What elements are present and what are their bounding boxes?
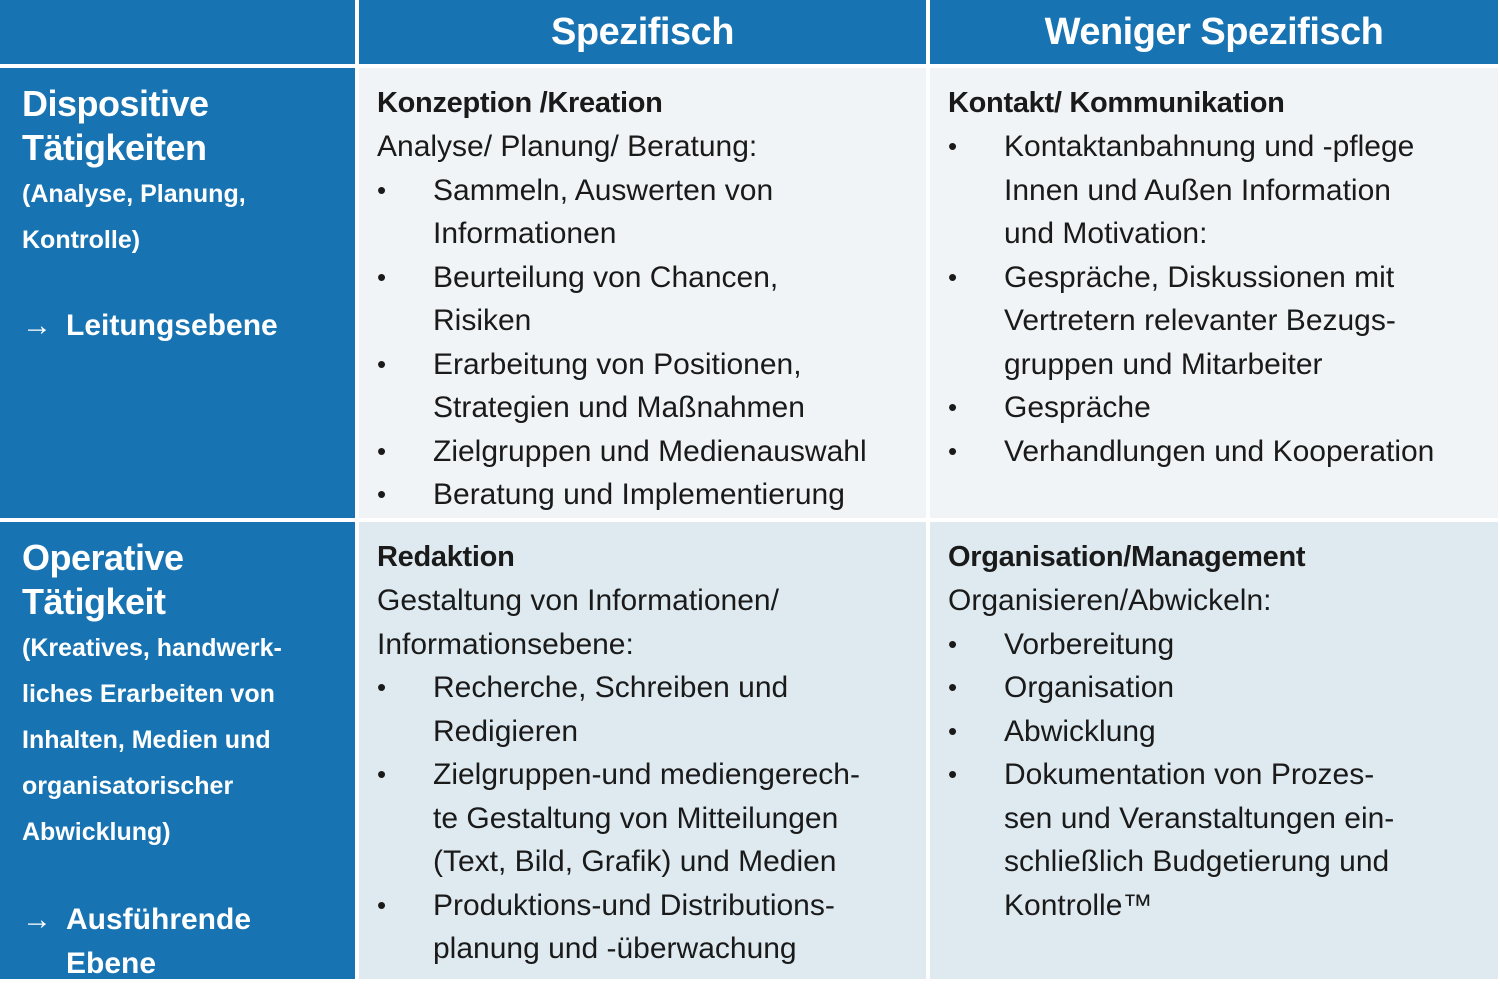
row-level-line: Ebene [66,947,157,979]
bullet-icon: • [377,435,387,466]
list-item-line: Zielgruppen-und mediengerech- [433,758,860,791]
cell-konzeption [359,68,926,518]
bullet-icon: • [948,131,958,161]
bullet-icon: • [948,392,958,422]
row-header-operative [0,522,355,979]
row-subtitle-line: (Analyse, Planung, [22,180,246,208]
bullet-icon: • [948,672,958,702]
list-item [948,623,1484,667]
cell-intro: Informationsebene: [377,627,634,661]
list-item-line: Beurteilung von Chancen, [433,260,779,294]
row-header-dispositive [0,68,355,518]
list-item [948,753,1484,927]
list-item-line: Abwicklung [1004,714,1156,748]
list-item-line: planung und -überwachung [433,932,797,965]
list-item-line: (Text, Bild, Grafik) und Medien [433,845,837,878]
row-title-line: Dispositive [22,83,209,124]
row-subtitle-line: Kontrolle) [22,226,141,254]
list-item-line: Kontrolle™ [1004,888,1153,922]
corner-cell [0,0,355,64]
row-level [22,304,339,348]
bullet-icon: • [377,759,387,789]
list-item [948,710,1484,754]
row-level-label: Leitungsebene [66,309,278,342]
bullet-icon: • [377,889,387,920]
list-item-line: Kontaktanbahnung und -pflege [1004,130,1415,163]
list-item-line: te Gestaltung von Mitteilungen [433,801,839,835]
list-item-line: Gespräche, Diskussionen mit [1004,260,1395,294]
list-item [377,256,912,343]
list-item-line: gruppen und Mitarbeiter [1004,347,1323,381]
bullet-icon: • [377,348,387,379]
bullet-icon: • [377,261,387,292]
list-item-line: Strategien und Maßnahmen [433,391,805,424]
list-item [377,169,912,256]
list-item [948,666,1484,710]
row-subtitle-line: Inhalten, Medien und [22,726,271,754]
cell-title: Kontakt/ Kommunikation [948,87,1285,119]
list-item-line: Sammeln, Auswerten von [433,173,774,207]
list-item-line: Vertretern relevanter Bezugs- [1004,304,1396,337]
list-item [948,125,1484,256]
list-item [377,884,912,971]
list-item-line: schließlich Budgetierung und [1004,845,1390,878]
cell-intro: Gestaltung von Informationen/ [377,584,779,617]
list-item [377,343,912,430]
list-item [948,256,1484,387]
list-item-line: sen und Veranstaltungen ein- [1004,801,1395,835]
bullet-icon: • [377,672,387,702]
bullet-icon: • [948,628,958,659]
bullet-list [948,623,1484,928]
row-title-line: Tätigkeit [22,581,166,622]
cell-title: Redaktion [377,541,515,573]
cell-title: Konzeption /Kreation [377,87,663,119]
list-item-line: Verhandlungen und Kooperation [1004,434,1435,468]
bullet-list [948,125,1484,473]
list-item-line: Recherche, Schreiben und [433,671,789,704]
list-item [377,666,912,753]
column-header-specific: Spezifisch [359,0,926,64]
list-item-line: und Motivation: [1004,217,1208,250]
row-subtitle-line: organisatorischer [22,772,234,800]
list-item [377,430,912,474]
row-subtitle-line: liches Erarbeiten von [22,680,275,708]
row-subtitle-line: Abwicklung) [22,818,171,846]
list-item-line: Innen und Außen Information [1004,173,1391,207]
arrow-right-icon: → [22,309,52,342]
bullet-list [377,169,912,517]
row-level-line: Ausführende [66,903,252,936]
cell-kontakt [930,68,1498,518]
list-item [948,386,1484,430]
row-title-line: Operative [22,537,184,578]
list-item-line: Vorbereitung [1004,627,1175,661]
row-title-line: Tätigkeiten [22,127,207,168]
list-item [948,430,1484,474]
list-item-line: Zielgruppen und Medienauswahl [433,434,867,468]
list-item-line: Produktions-und Distributions- [433,888,835,922]
list-item-line: Redigieren [433,714,579,748]
cell-organisation [930,522,1498,979]
column-header-less-specific: Weniger Spezifisch [930,0,1498,64]
list-item-line: Risiken [433,304,532,337]
row-level-label [66,898,251,979]
bullet-icon: • [948,759,958,789]
bullet-icon: • [948,261,958,292]
list-item-line: Informationen [433,217,617,250]
arrow-right-icon: → [22,903,52,936]
bullet-icon: • [377,479,387,509]
list-item-line: Beratung und Implementierung [433,478,845,511]
list-item-line: Erarbeitung von Positionen, [433,347,802,381]
bullet-icon: • [948,715,958,746]
list-item [377,753,912,884]
bullet-icon: • [377,174,387,205]
bullet-icon: • [948,435,958,466]
cell-intro: Analyse/ Planung/ Beratung: [377,130,758,163]
cell-title: Organisation/Management [948,541,1306,573]
cell-intro: Organisieren/Abwickeln: [948,584,1272,617]
bullet-list [377,666,912,971]
row-subtitle-line: (Kreatives, handwerk- [22,634,282,662]
list-item [377,473,912,517]
row-level [22,898,339,979]
list-item-line: Dokumentation von Prozes- [1004,758,1375,791]
list-item-line: Gespräche [1004,391,1151,424]
list-item-line: Organisation [1004,671,1175,704]
cell-redaktion [359,522,926,979]
